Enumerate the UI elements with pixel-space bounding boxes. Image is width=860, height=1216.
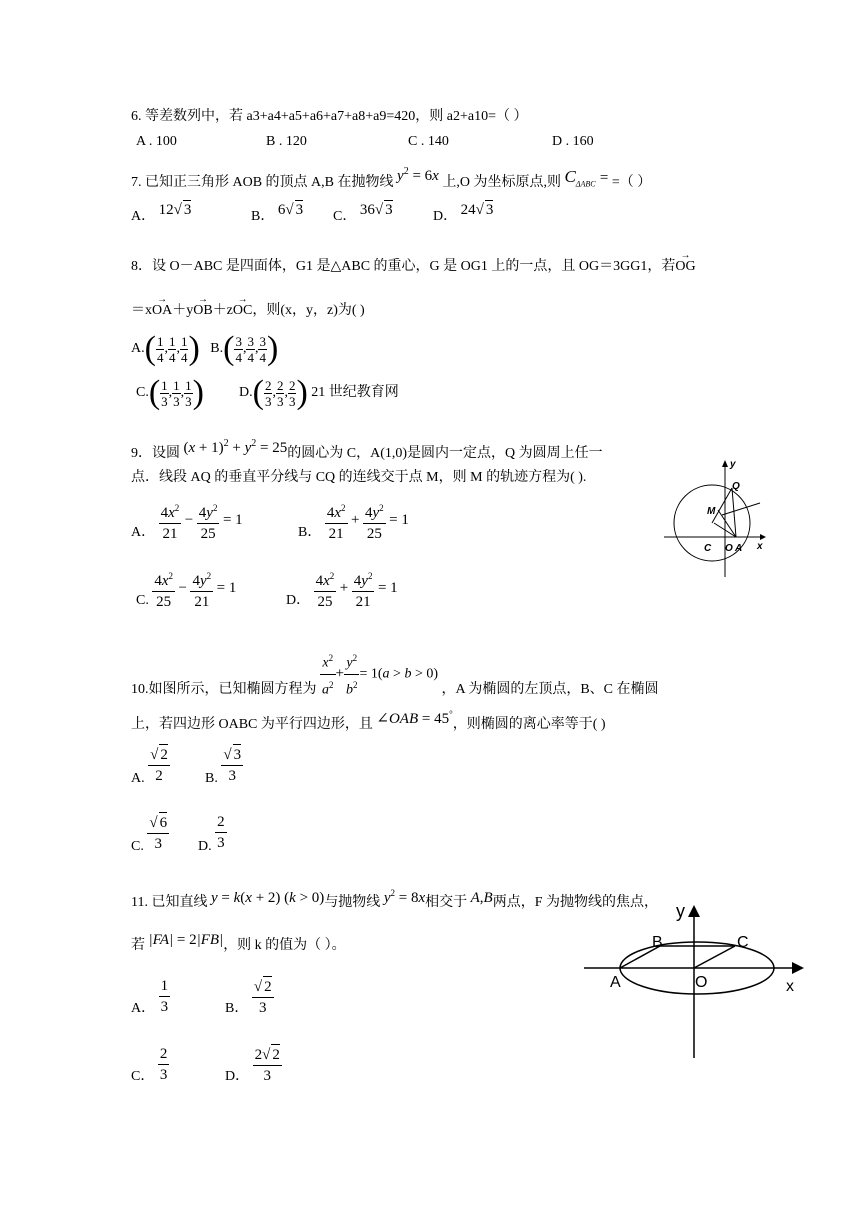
fig11-label-b: B (652, 934, 663, 951)
q9-option-d-label: D． (286, 593, 311, 609)
q10-line1-pre: 10.如图所示，已知椭圆方程为 (131, 682, 317, 698)
q9-line2: 点．线段 AQ 的垂直平分线与 CQ 的连线交于点 M，则 M 的轨迹方程为( ). (131, 470, 587, 485)
q11-line-equation: y = k(x + 2) (k > 0) (210, 890, 325, 906)
segment-ma (718, 510, 736, 537)
q7-parabola-formula: $y^2 = 6x$ (397, 166, 439, 184)
q10-option-a-label: A. (131, 771, 145, 787)
q7-option-b-label: B． (251, 209, 275, 224)
q7-option-a: A． 12√ 3 (131, 202, 192, 224)
q7-stem-c: =（ ） (611, 175, 652, 190)
q11-condition: |FA| = 2|FB| (148, 932, 224, 948)
watermark-text: 21 世纪教育网 (311, 385, 399, 401)
q8-option-d-label: D. (239, 385, 253, 401)
segment-co (694, 946, 735, 968)
q8-line1-text: 8．设 O－ABC 是四面体，G1 是△ABC 的重心，G 是 OG1 上的一点，且 OG＝3GG1，若 (131, 259, 676, 274)
q11-line1-b: 与抛物线 (324, 895, 381, 910)
q11-line2-pre: 若 (131, 938, 145, 953)
q6-option-a: A . 100 (136, 134, 177, 149)
q7-option-d-label: D． (433, 209, 458, 224)
fig11-label-x: x (786, 978, 794, 995)
q11-line1 (131, 888, 658, 912)
q8-line2: ＝xOA →＋yOB →＋zOC →，则(x，y，z)为( ) (131, 302, 365, 320)
q7-stem-b: 上,O 为坐标原点,则 (442, 175, 561, 190)
q7-option-d-coef: 24 (460, 202, 476, 218)
x-axis-arrow (792, 962, 804, 974)
q11-parabola: $y^2 = 8x$ (383, 888, 426, 906)
fig9-label-m: M (707, 506, 716, 517)
q6-stem: 6. 等差数列中，若 a3+a4+a5+a6+a7+a8+a9=420，则 a2+a10=（ ） (131, 109, 528, 124)
q9-option-d: D． $\frac{4x^2}{25}$ + $\frac{4y^2}{21}$ = 1 (286, 566, 398, 612)
q9-line1 (131, 440, 603, 463)
q11-line1-c: 相交于 (425, 895, 468, 910)
q9-line1-post: 的圆心为 C，A(1,0)是圆内一定点，Q 为圆周上任一 (287, 446, 603, 461)
q11-line1-d: 两点，F 为抛物线的焦点， (492, 895, 659, 910)
q8-line2-pre: ＝x (131, 303, 152, 318)
q8-option-a-label: A. (131, 341, 145, 357)
fig9-label-x: x (757, 541, 763, 552)
q8-line1 (131, 258, 696, 276)
q10-option-c-label: C. (131, 839, 144, 855)
perpendicular-bisector (722, 503, 760, 515)
q6-option-b: B . 120 (266, 134, 307, 149)
q10-option-b-label: B. (205, 771, 218, 787)
q7-stem (131, 166, 652, 197)
q11-option-a-label: A． (131, 1000, 156, 1016)
q11-line1-a: 11. 已知直线 (131, 895, 208, 910)
fig11-label-c: C (737, 934, 749, 951)
q7-option-a-coef: 12 (158, 202, 174, 218)
fig9-label-a: A (735, 543, 743, 554)
q10-option-c: C. $\frac{√ 6}{3}$ (131, 812, 169, 854)
q11-line2 (131, 932, 346, 955)
q7-option-b: B． 6√ 3 (251, 202, 304, 224)
q10-line2 (131, 710, 606, 734)
q9-option-a-label: A． (131, 525, 156, 541)
q9-circle-figure (660, 455, 770, 580)
q7-stem-a: 7. 已知正三角形 AOB 的顶点 A,B 在抛物线 (131, 175, 394, 190)
q9-option-c: C. $\frac{4x^2}{25}$ − $\frac{4y^2}{21}$ = 1 (136, 566, 236, 612)
vector-og: OG → (675, 258, 695, 276)
q10-option-a: A. $\frac{√ 2}{2}$ (131, 744, 170, 786)
q11-option-a: A． $\frac{1}{3}$ (131, 978, 169, 1016)
q10-option-d-label: D. (198, 838, 212, 854)
q8-option-b-label: B. (210, 341, 224, 357)
q7-option-c: C． 36√ 3 (333, 202, 393, 224)
y-axis-arrow (688, 905, 700, 917)
q7-perimeter-symbol: $C_{\Delta ABC}$ = (564, 167, 609, 189)
q10-angle-oab: ∠OAB = 45° (376, 709, 453, 727)
q10-line1-post: ，A 为椭圆的左顶点，B、C 在椭圆 (441, 682, 659, 698)
q9-option-b-label: B． (298, 525, 322, 541)
q8-options-row1: A.( $\frac{1}{4}$ , $\frac{1}{4}$ , $\frac{1}{4}$ ) B.( $\frac{3}{4}$ , $\frac{3}{4}$ , $\frac{3}{4}$ ) (131, 330, 279, 367)
q9-option-c-label: C. (136, 593, 149, 609)
q8-line2-post: ，则(x，y，z)为( ) (252, 303, 365, 318)
q9-option-b: B． $\frac{4x^2}{21}$ + $\frac{4y^2}{25}$ = 1 (298, 498, 409, 544)
q6-option-c: C . 140 (408, 134, 449, 149)
q10-option-d: D. $\frac{2}{3}$ (198, 814, 225, 854)
q10-line1: 10.如图所示，已知椭圆方程为 $\frac{x^2}{a^2}$ + $\frac{y^2}{b^2}$ = 1(a > b > 0) ，A 为椭圆的左顶点，B、C 在椭圆 (131, 648, 659, 700)
q11-option-b-label: B． (225, 1001, 249, 1017)
fig11-label-a: A (610, 974, 621, 991)
q6-option-d: D . 160 (552, 134, 594, 149)
q9-line1-pre: 9．设圆 (131, 446, 180, 461)
q7-option-b-coef: 6 (277, 202, 286, 218)
q11-option-d-label: D． (225, 1069, 250, 1085)
q7-option-a-label: A． (131, 209, 156, 224)
q10-line2-post: ，则椭圆的离心率等于( ) (452, 717, 606, 732)
y-axis-arrow (722, 460, 728, 467)
q11-line2-post: ，则 k 的值为（ ）。 (223, 938, 346, 953)
q10-option-b: B. $\frac{√ 3}{3}$ (205, 744, 243, 786)
fig11-label-y: y (676, 901, 685, 921)
fig9-label-y: y (730, 459, 736, 470)
q11-option-b: B． $\frac{√ 2}{3}$ (225, 976, 274, 1018)
q8-option-c-label: C. (136, 385, 149, 401)
fig9-label-c: C (704, 543, 712, 554)
q7-option-c-coef: 36 (359, 202, 375, 218)
x-axis-arrow (760, 534, 766, 540)
q11-option-c: C． $\frac{2}{3}$ (131, 1046, 168, 1084)
q8-options-row2: C.( $\frac{1}{3}$ , $\frac{1}{3}$ , $\frac{1}{3}$ ) D.( $\frac{2}{3}$ , $\frac{2}{3}$ , $\frac{2}{3}$ ) 21 世纪教育网 (136, 374, 399, 411)
q11-option-d: D． $\frac{2√ 2}{3}$ (225, 1044, 282, 1086)
q7-option-c-label: C． (333, 209, 357, 224)
q9-circle-equation: $(x + 1)^2 + y^2 = 25$ (183, 438, 288, 456)
segment-aq (732, 488, 736, 537)
ellipse-figure (580, 895, 810, 1065)
fig9-label-o: O (725, 543, 733, 554)
fig9-label-q: Q (732, 481, 740, 492)
q10-line2-pre: 上，若四边形 OABC 为平行四边形，且 (131, 717, 373, 732)
fig11-label-o: O (695, 974, 708, 991)
q9-option-a: A． $\frac{4x^2}{21}$ − $\frac{4y^2}{25}$ = 1 (131, 498, 243, 544)
q11-points-ab: A,B (470, 890, 493, 906)
q11-option-c-label: C． (131, 1068, 155, 1084)
q7-option-d: D． 24√ 3 (433, 202, 494, 224)
